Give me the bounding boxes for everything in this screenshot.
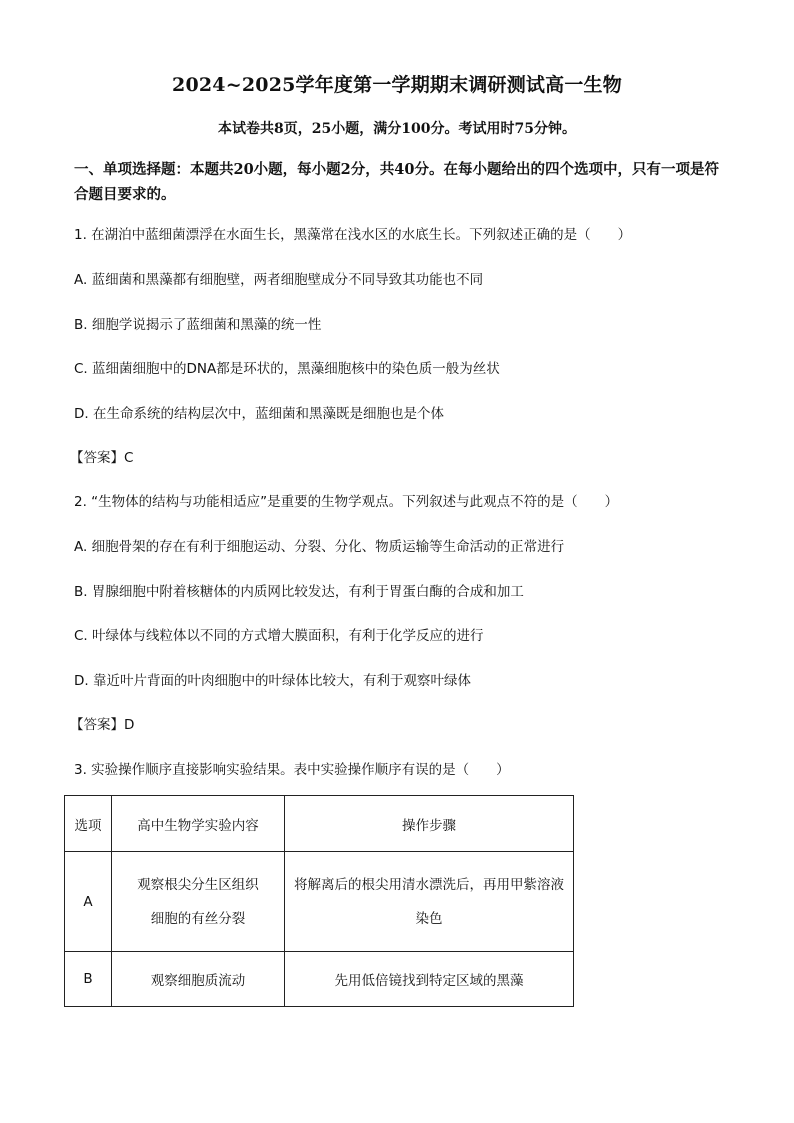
table-header-content: 高中生物学实验内容 [112, 796, 285, 852]
question-2-option-b: B. 胃腺细胞中附着核糖体的内质网比较发达，有利于胃蛋白酶的合成和加工 [74, 584, 524, 600]
table-cell-steps [285, 952, 574, 1007]
question-2-answer: 【答案】D [70, 717, 135, 733]
cell-line: 染色 [415, 910, 443, 927]
question-2-stem: 2. “生物体的结构与功能相适应”是重要的生物学观点。下列叙述与此观点不符的是（ ） [74, 494, 619, 510]
table-cell-content [112, 952, 285, 1007]
experiment-table [64, 795, 574, 1007]
table-row [65, 952, 574, 1007]
question-1-option-d: D. 在生命系统的结构层次中，蓝细菌和黑藻既是细胞也是个体 [74, 406, 444, 422]
table-cell-content [112, 852, 285, 952]
exam-subtitle: 本试卷共8页，25小题，满分100分。考试用时75分钟。 [218, 121, 576, 137]
table-cell-option: B [65, 952, 112, 1007]
table-cell-steps [285, 852, 574, 952]
exam-title: 2024~2025学年度第一学期期末调研测试高一生物 [172, 74, 622, 96]
cell-line: 将解离后的根尖用清水漂洗后，再用甲紫溶液 [294, 876, 564, 893]
table-header-steps: 操作步骤 [285, 796, 574, 852]
table-header-option: 选项 [65, 796, 112, 852]
table-header-row [65, 796, 574, 852]
cell-line: 观察细胞质流动 [150, 973, 246, 989]
question-1-option-c: C. 蓝细菌细胞中的DNA都是环状的，黑藻细胞核中的染色质一般为丝状 [74, 361, 500, 377]
question-3-stem: 3. 实验操作顺序直接影响实验结果。表中实验操作顺序有误的是（ ） [74, 762, 510, 778]
section-heading: 一、单项选择题：本题共20小题，每小题2分，共40分。在每小题给出的四个选项中，只有一项是符合题目要求的。 [74, 161, 719, 203]
question-1-stem: 1. 在湖泊中蓝细菌漂浮在水面生长，黑藻常在浅水区的水底生长。下列叙述正确的是（ ） [74, 227, 632, 243]
question-1-answer: 【答案】C [70, 450, 134, 466]
question-2-option-c: C. 叶绿体与线粒体以不同的方式增大膜面积，有利于化学反应的进行 [74, 628, 484, 644]
cell-line: 先用低倍镜找到特定区域的黑藻 [334, 973, 524, 989]
cell-line: 细胞的有丝分裂 [150, 910, 246, 927]
cell-line: 观察根尖分生区组织 [137, 876, 259, 893]
question-1-option-b: B. 细胞学说揭示了蓝细菌和黑藻的统一性 [74, 317, 322, 333]
question-2-option-a: A. 细胞骨架的存在有利于细胞运动、分裂、分化、物质运输等生命活动的正常进行 [74, 539, 565, 555]
question-1-option-a: A. 蓝细菌和黑藻都有细胞壁，两者细胞壁成分不同导致其功能也不同 [74, 272, 484, 288]
question-2-option-d: D. 靠近叶片背面的叶肉细胞中的叶绿体比较大，有利于观察叶绿体 [74, 673, 471, 689]
table-row [65, 852, 574, 952]
table-cell-option: A [65, 852, 112, 952]
